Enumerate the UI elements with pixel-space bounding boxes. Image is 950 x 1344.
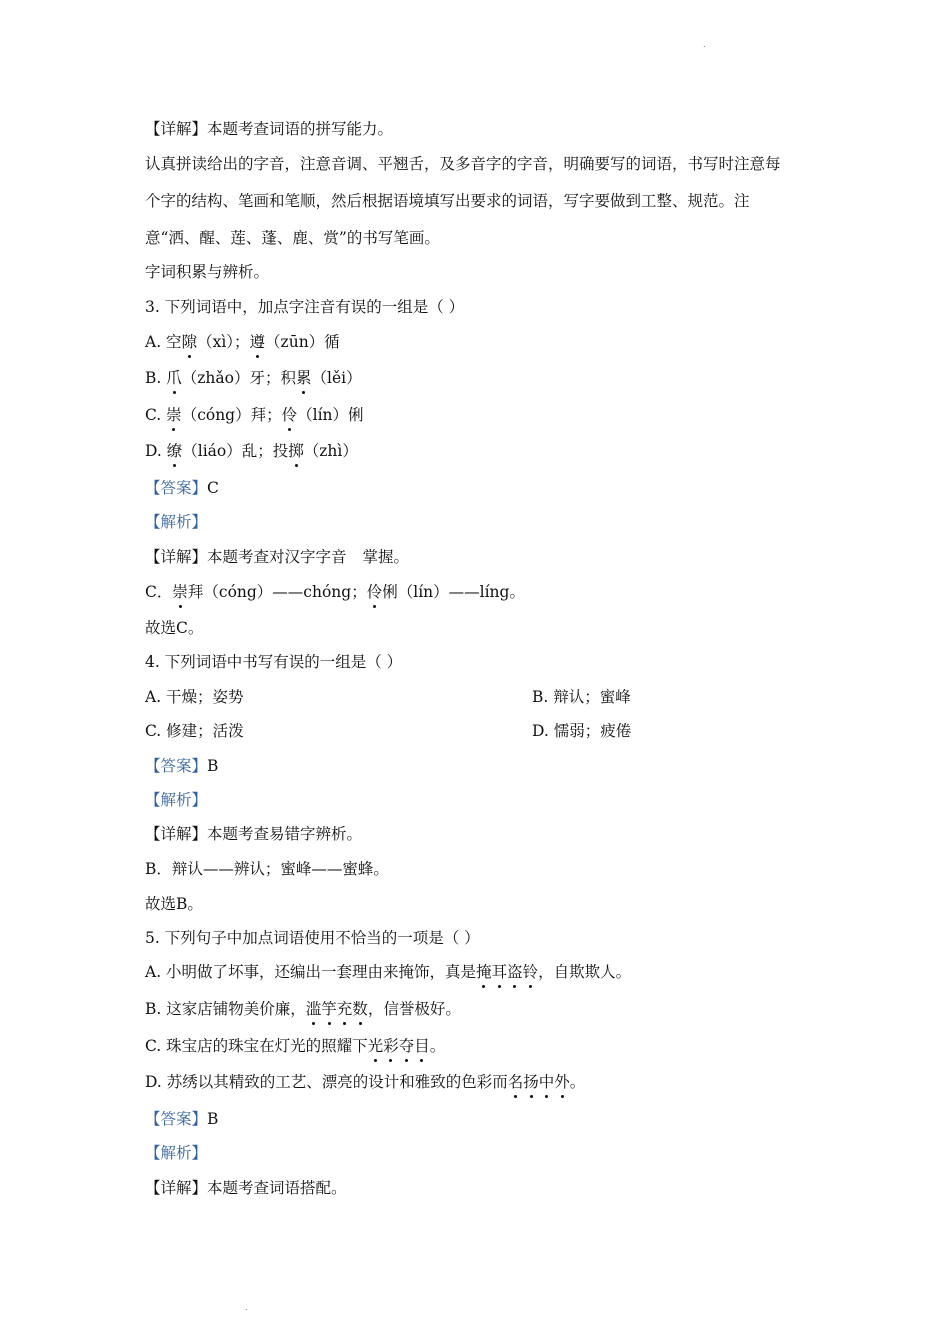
q5-detail: 【详解】本题考查词语搭配。: [145, 1179, 347, 1197]
corner-mark-top: .: [703, 40, 706, 49]
q3-correction: C．崇拜（cóng）——chóng；伶俐（lín）——líng。: [145, 583, 525, 601]
q4-option-d: D. 懦弱；疲倦: [532, 722, 632, 740]
q4-correction: B．辩认——辨认；蜜峰——蜜蜂。: [145, 860, 389, 878]
question-5: 5. 下列句子中加点词语使用不恰当的一项是（ ）: [145, 929, 480, 947]
detail-heading: 【详解】本题考查词语的拼写能力。: [145, 120, 394, 138]
question-4: 4. 下列词语中书写有误的一组是（ ）: [145, 653, 403, 671]
corner-mark-bottom: .: [245, 1303, 248, 1312]
q3-choice: 故选C。: [145, 619, 204, 637]
text-line: 个字的结构、笔画和笔顺，然后根据语境填写出要求的词语，写字要做到工整、规范。注: [145, 192, 750, 210]
q3-option-d: D. 缭（liáo）乱；投掷（zhì）: [145, 442, 358, 460]
question-3: 3. 下列词语中，加点字注音有误的一组是（ ）: [145, 298, 465, 316]
q4-analysis-label: 【解析】: [145, 791, 208, 809]
q4-answer: 【答案】B: [145, 757, 219, 775]
q3-option-c: C. 崇（cóng）拜；伶（lín）俐: [145, 406, 364, 424]
q5-option-a: A. 小明做了坏事，还编出一套理由来掩饰，真是掩耳盗铃，自欺欺人。: [145, 963, 632, 981]
q4-option-a: A. 干燥；姿势: [145, 688, 244, 706]
q4-option-b: B. 辩认；蜜峰: [532, 688, 631, 706]
q4-choice: 故选B。: [145, 895, 203, 913]
q5-option-c: C. 珠宝店的珠宝在灯光的照耀下光彩夺目。: [145, 1037, 446, 1055]
q3-option-a: A. 空隙（xì）；遵（zūn）循: [145, 333, 340, 351]
q3-detail: 【详解】本题考查对汉字字音 掌握。: [145, 548, 410, 566]
text-line: 意“洒、醒、莲、蓬、鹿、赏”的书写笔画。: [145, 229, 440, 247]
q5-answer: 【答案】B: [145, 1110, 219, 1128]
q3-analysis-label: 【解析】: [145, 513, 208, 531]
q5-option-d: D. 苏绣以其精致的工艺、漂亮的设计和雅致的色彩而名扬中外。: [145, 1073, 586, 1091]
text-line: 认真拼读给出的字音，注意音调、平翘舌，及多音字的字音，明确要写的词语，书写时注意每: [145, 155, 781, 173]
q3-option-b: B. 爪（zhǎo）牙；积累（lěi）: [145, 369, 362, 387]
q4-option-c: C. 修建；活泼: [145, 722, 244, 740]
text-line: 字词积累与辨析。: [145, 263, 270, 281]
q5-analysis-label: 【解析】: [145, 1144, 208, 1162]
q4-detail: 【详解】本题考查易错字辨析。: [145, 825, 363, 843]
q3-answer: 【答案】C: [145, 479, 219, 497]
q5-option-b: B. 这家店铺物美价廉，滥竽充数，信誉极好。: [145, 1000, 461, 1018]
